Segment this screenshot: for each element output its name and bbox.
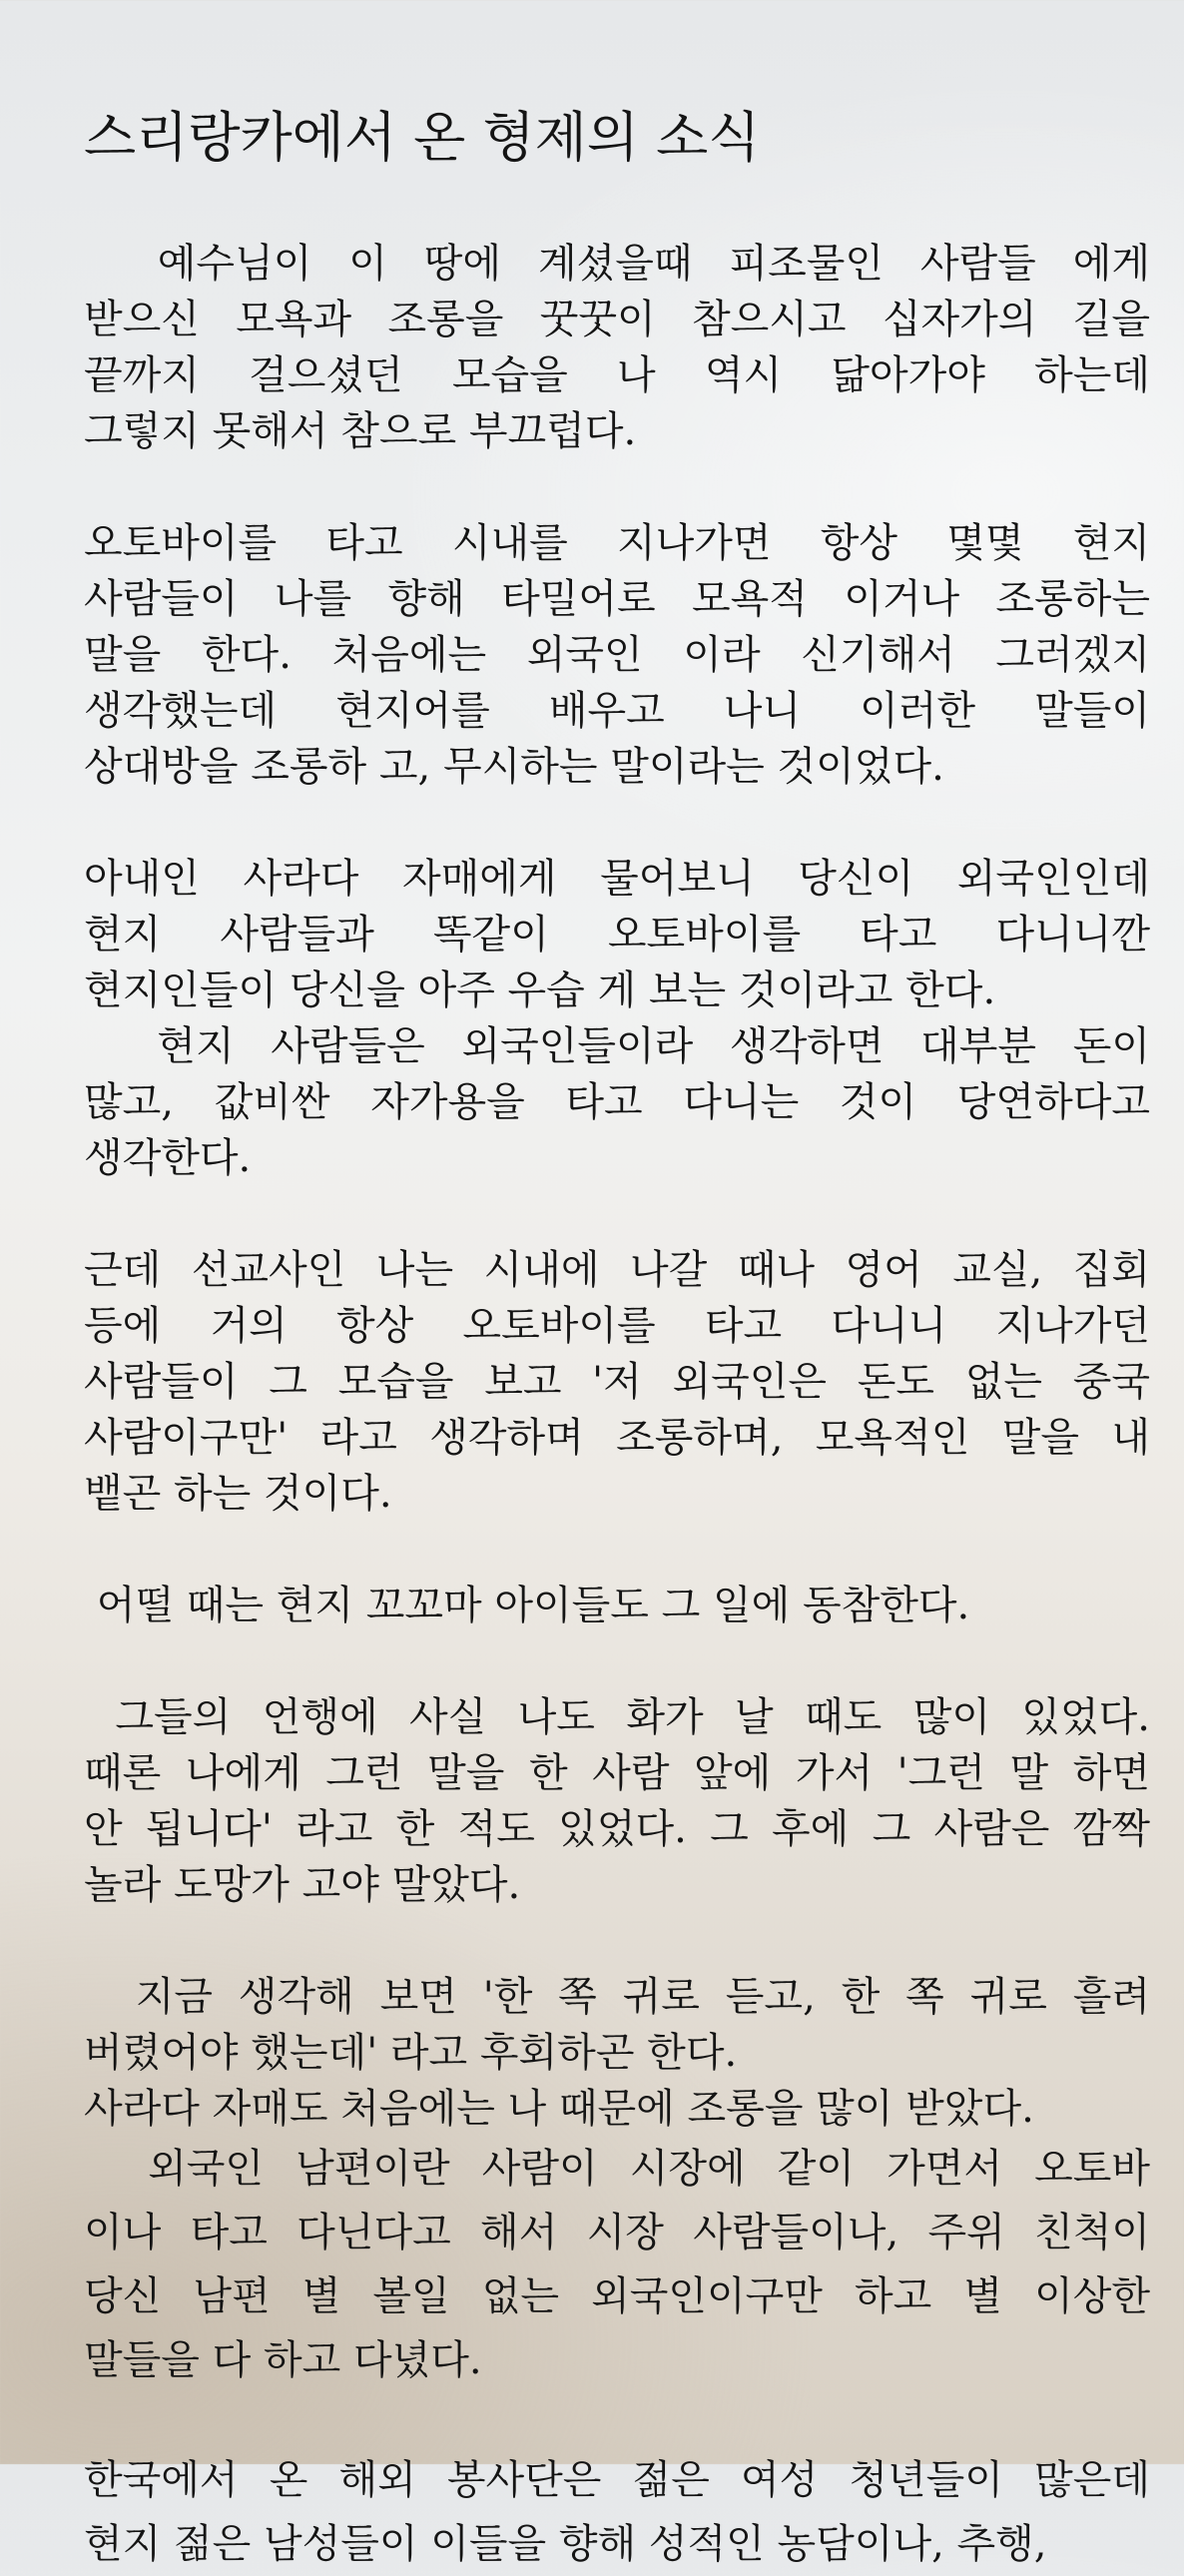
text-line: 생각했는데 현지어를 배우고 나니 이러한 말들이: [84, 688, 1150, 734]
paragraph: [84, 851, 1150, 1186]
text-line: 예수님이 이 땅에 계셨을때 피조물인 사람들 에게: [84, 241, 1150, 287]
text-line: 현지 사람들과 똑같이 오토바이를 타고 다니니깐: [84, 912, 1150, 958]
text-line: 현지 젊은 남성들이 이들을 향해 성적인 농담이나, 추행,: [84, 2521, 1047, 2567]
text-line: 말들을 다 하고 다녔다.: [84, 2337, 482, 2383]
text-line: 어떨 때는 현지 꼬꼬마 아이들도 그 일에 동참한다.: [84, 1583, 970, 1628]
text-line: 안 됩니다' 라고 한 적도 있었다. 그 후에 그 사람은 깜짝: [84, 1806, 1150, 1852]
article-title: 스리랑카에서 온 형제의 소식: [84, 106, 761, 169]
text-line: 한국에서 온 해외 봉사단은 젊은 여성 청년들이 많은데: [84, 2457, 1150, 2503]
text-line: 현지 사람들은 외국인들이라 생각하면 대부분 돈이: [84, 1023, 1150, 1069]
text-line: 이나 타고 다닌다고 해서 시장 사람들이나, 주위 친척이: [84, 2210, 1150, 2255]
text-line: 아내인 사라다 자매에게 물어보니 당신이 외국인인데: [84, 856, 1150, 902]
text-line: 뱉곤 하는 것이다.: [84, 1471, 392, 1517]
text-line: 그들의 언행에 사실 나도 화가 날 때도 많이 있었다.: [84, 1694, 1150, 1740]
paragraph: [84, 515, 1150, 795]
text-line: 사람들이 그 모습을 보고 '저 외국인은 돈도 없는 중국: [84, 1359, 1150, 1405]
text-line: 놀라 도망가 고야 말았다.: [84, 1862, 521, 1908]
article: [84, 96, 1150, 2576]
text-line: 당신 남편 별 볼일 없는 외국인이구만 하고 별 이상한: [84, 2273, 1150, 2319]
text-line: 등에 거의 항상 오토바이를 타고 다니니 지나가던: [84, 1303, 1150, 1349]
text-line: 현지인들이 당신을 아주 우습 게 보는 것이라고 한다.: [84, 967, 996, 1013]
text-line: 그렇지 못해서 참으로 부끄럽다.: [84, 408, 637, 454]
text-line: 말을 한다. 처음에는 외국인 이라 신기해서 그러겠지: [84, 632, 1150, 678]
paragraph: [84, 236, 1150, 459]
text-line: 상대방을 조롱하 고, 무시하는 말이라는 것이었다.: [84, 744, 944, 790]
paragraph: [84, 2137, 1150, 2392]
text-line: 생각한다.: [84, 1135, 252, 1181]
paragraph: [84, 1578, 1150, 1633]
text-line: 외국인 남편이란 사람이 시장에 같이 가면서 오토바: [84, 2146, 1150, 2192]
text-line: 사람이구만' 라고 생각하며 조롱하며, 모욕적인 말을 내: [84, 1415, 1150, 1461]
text-line: 근데 선교사인 나는 시내에 나갈 때나 영어 교실, 집회: [84, 1247, 1150, 1293]
paragraph: [84, 2448, 1150, 2576]
text-line: 사라다 자매도 처음에는 나 때문에 조롱을 많이 받았다.: [84, 2086, 1034, 2132]
text-line: 끝까지 걸으셨던 모습을 나 역시 닮아가야 하는데: [84, 352, 1150, 398]
text-line: 오토바이를 타고 시내를 지나가면 항상 몇몇 현지: [84, 520, 1150, 566]
text-line: 지금 생각해 보면 '한 쪽 귀로 듣고, 한 쪽 귀로 흘려: [84, 1974, 1150, 2020]
text-line: 버렸어야 했는데' 라고 후회하곤 한다.: [84, 2030, 738, 2076]
paragraph: [84, 1969, 1150, 2137]
text-line: 사람들이 나를 향해 타밀어로 모욕적 이거나 조롱하는: [84, 576, 1150, 622]
paragraph: [84, 1242, 1150, 1522]
text-line: 받으신 모욕과 조롱을 꿋꿋이 참으시고 십자가의 길을: [84, 297, 1150, 342]
paragraph: [84, 1689, 1150, 1913]
text-line: 많고, 값비싼 자가용을 타고 다니는 것이 당연하다고: [84, 1079, 1150, 1125]
text-line: 때론 나에게 그런 말을 한 사람 앞에 가서 '그런 말 하면: [84, 1750, 1150, 1796]
